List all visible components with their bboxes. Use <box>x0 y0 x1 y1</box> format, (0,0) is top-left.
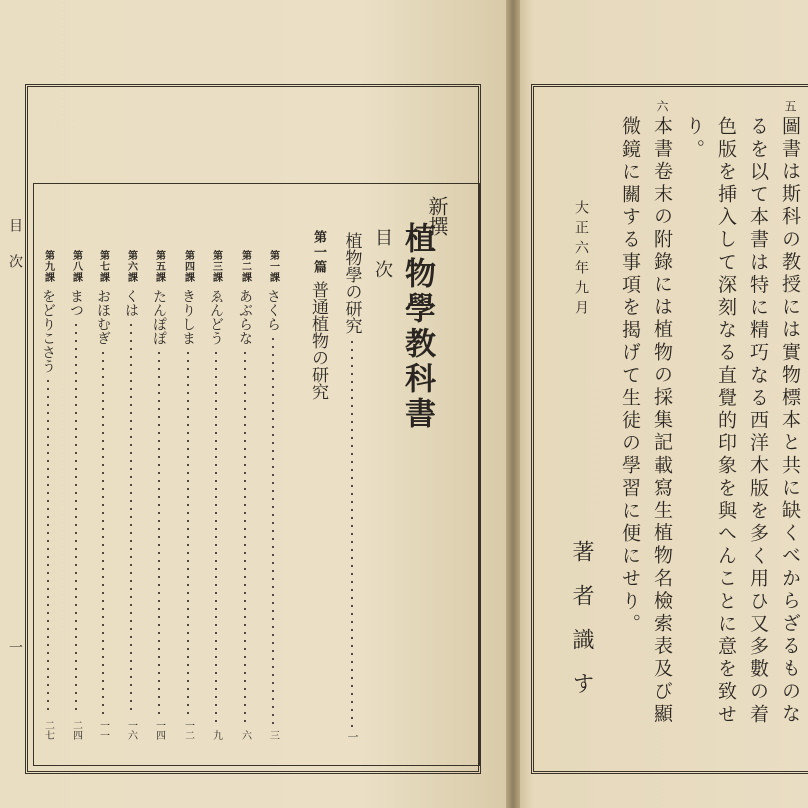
part-one-heading <box>306 230 331 400</box>
toc-heading: 目次 <box>372 228 393 292</box>
leader-dots <box>158 349 160 716</box>
part-one-title: 普通植物の研究 <box>308 281 328 400</box>
lesson-page: 一四 <box>153 720 165 740</box>
toc-lesson-entry <box>148 250 170 740</box>
lesson-page: 二四 <box>70 720 82 740</box>
preface-author: 著者識す <box>569 540 594 716</box>
lesson-name: たんぽぽ <box>151 289 167 345</box>
toc-intro-label: 植物學の研究 <box>341 232 362 334</box>
preface-column <box>680 116 708 161</box>
toc-lesson-entry <box>234 250 256 740</box>
leader-dots <box>244 349 246 726</box>
lesson-number: 第八課 <box>70 250 82 283</box>
lesson-number: 第七課 <box>97 250 109 283</box>
leader-dots <box>102 349 104 716</box>
toc-intro-page: 一 <box>346 731 359 742</box>
lesson-name: さくら <box>265 289 281 331</box>
toc-lesson-entry <box>262 250 284 740</box>
toc-lesson-entry <box>92 250 114 740</box>
lesson-number: 第四課 <box>182 250 194 283</box>
lesson-name: おほむぎ <box>95 289 111 345</box>
toc-intro-entry <box>340 232 364 742</box>
title-prefix: 新撰 <box>425 196 449 236</box>
lesson-page: 九 <box>210 730 222 740</box>
leader-dots <box>272 335 274 726</box>
leader-dots <box>215 349 217 726</box>
lesson-name: きりしま <box>180 289 196 345</box>
preface-column <box>616 116 644 636</box>
lesson-page: 一六 <box>125 720 137 740</box>
preface-date: 大正六年九月 <box>573 200 589 320</box>
leader-dots <box>130 321 132 716</box>
lesson-page: 二七 <box>42 720 54 740</box>
preface-column <box>648 100 676 726</box>
lesson-number: 第九課 <box>42 250 54 283</box>
leader-dots <box>351 338 353 727</box>
item-number: 六 <box>655 100 669 116</box>
preface-line: るを以て本書は特に精巧なる西洋木版を多く用ひ又多數の着 <box>747 116 769 727</box>
lesson-number: 第三課 <box>210 250 222 283</box>
lesson-name: ゑんどう <box>208 289 224 345</box>
toc-lesson-entry <box>177 250 199 740</box>
preface-line: り。 <box>683 116 705 162</box>
lesson-number: 第一課 <box>267 250 279 283</box>
lesson-number: 第六課 <box>125 250 137 283</box>
toc-lesson-entry <box>65 250 87 740</box>
lesson-page: 六 <box>239 730 251 740</box>
lesson-page: 一二 <box>182 720 194 740</box>
toc-lesson-entry <box>37 250 59 740</box>
part-one-number: 第一篇 <box>311 230 326 275</box>
preface-column <box>744 116 772 726</box>
margin-label: 目次 <box>7 218 23 290</box>
toc-lesson-entry <box>120 250 142 740</box>
leader-dots <box>187 349 189 716</box>
preface-line: 本書卷末の附錄には植物の採集記載寫生植物名檢索表及び顯 <box>651 115 673 726</box>
leader-dots <box>47 377 49 716</box>
margin-page-number: 一 <box>7 640 23 654</box>
lesson-name: くは <box>123 289 139 317</box>
toc-lesson-entry <box>205 250 227 740</box>
book-title: 植物學教科書 <box>399 222 435 432</box>
item-number: 五 <box>783 100 797 116</box>
lesson-number: 第五課 <box>153 250 165 283</box>
preface-line: 圖書は斯科の教授には實物標本と共に缺くべからざるものな <box>779 115 801 726</box>
preface-line: 微鏡に關する事項を揭げて生徒の學習に便にせり。 <box>619 116 641 636</box>
lesson-name: まつ <box>68 289 84 317</box>
leader-dots <box>75 321 77 716</box>
lesson-page: 一一 <box>97 720 109 740</box>
preface-column <box>712 116 740 726</box>
lesson-name: あぶらな <box>237 289 253 345</box>
lesson-name: をどりこさう <box>40 289 56 373</box>
preface-line: 色版を挿入して深刻なる直覺的印象を與へんことに意を致せ <box>715 116 737 727</box>
book-gutter <box>506 0 520 808</box>
lesson-number: 第二課 <box>239 250 251 283</box>
preface-column <box>776 100 804 726</box>
lesson-page: 三 <box>267 730 279 740</box>
